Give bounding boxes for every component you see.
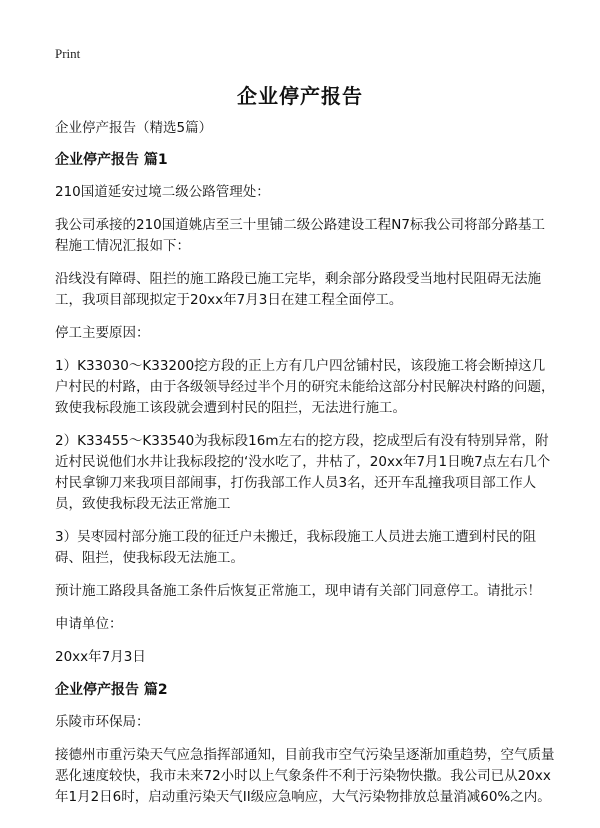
- section2-recipient: 乐陵市环保局：: [55, 714, 150, 730]
- section-heading-2: 企业停产报告 篇2: [55, 682, 168, 698]
- section1-paragraph: 沿线没有障碍、阻拦的施工路段已施工完毕，剩余部分路段受当地村民阻碍无法施工，我项目部现拟定于20xx年7月3日在建工程全面停工。: [55, 271, 541, 308]
- section1-paragraph: 预计施工路段具备施工条件后恢复正常施工，现申请有关部门同意停工。请批示！: [55, 583, 541, 599]
- section1-paragraph: 3）吴枣园村部分施工段的征迁户未搬迁，我标段施工人员进去施工遭到村民的阻碍、阻拦，使我标段无法施工。: [55, 529, 537, 566]
- section-heading-1: 企业停产报告 篇1: [55, 152, 168, 168]
- section1-recipient: 210国道延安过境二级公路管理处：: [55, 184, 270, 200]
- section1-paragraph: 2）K33455～K33540为我标段16m左右的挖方段，挖成型后有没有特别异常，附近村民说他们水井让我标段挖的‘没水吃了，井枯了，20xx年7月1日晚7点左右几个村民拿铆刀来我项目部闹事，打伤我部工作人员3名，还开车乱撞我项目部工作人员，致使我标段无法正常施工: [55, 433, 551, 512]
- section1-date: 20xx年7月3日: [55, 649, 146, 665]
- section2-paragraph: 接德州市重污染天气应急指挥部通知，目前我市空气污染呈逐渐加重趋势，空气质量恶化速度较快，我市未来72小时以上气象条件不利于污染物快撒。我公司已从20xx年1月2日6时，启动重污染天气II级应急响应，大气污染物排放总量消减60%之内。: [55, 747, 555, 805]
- section1-paragraph: 申请单位：: [55, 616, 123, 632]
- document-subtitle: 企业停产报告（精选5篇）: [55, 120, 213, 136]
- print-label: Print: [55, 46, 81, 61]
- document-body: [55, 118, 555, 820]
- section1-paragraph: 我公司承接的210国道姚店至三十里铺二级公路建设工程N7标我公司将部分路基工程施工情况汇报如下：: [55, 217, 545, 254]
- section1-paragraph: 1）K33030～K33200挖方段的正上方有几户四岔铺村民，该段施工将会断掉这几户村民的村路，由于各级领导经过半个月的研究未能给这部分村民解决村路的问题，致使我标段施工该段就会遭到村民的阻拦，无法进行施工。: [55, 358, 555, 416]
- section1-paragraph: 停工主要原因：: [55, 325, 150, 341]
- page-title: 企业停产报告: [237, 84, 363, 108]
